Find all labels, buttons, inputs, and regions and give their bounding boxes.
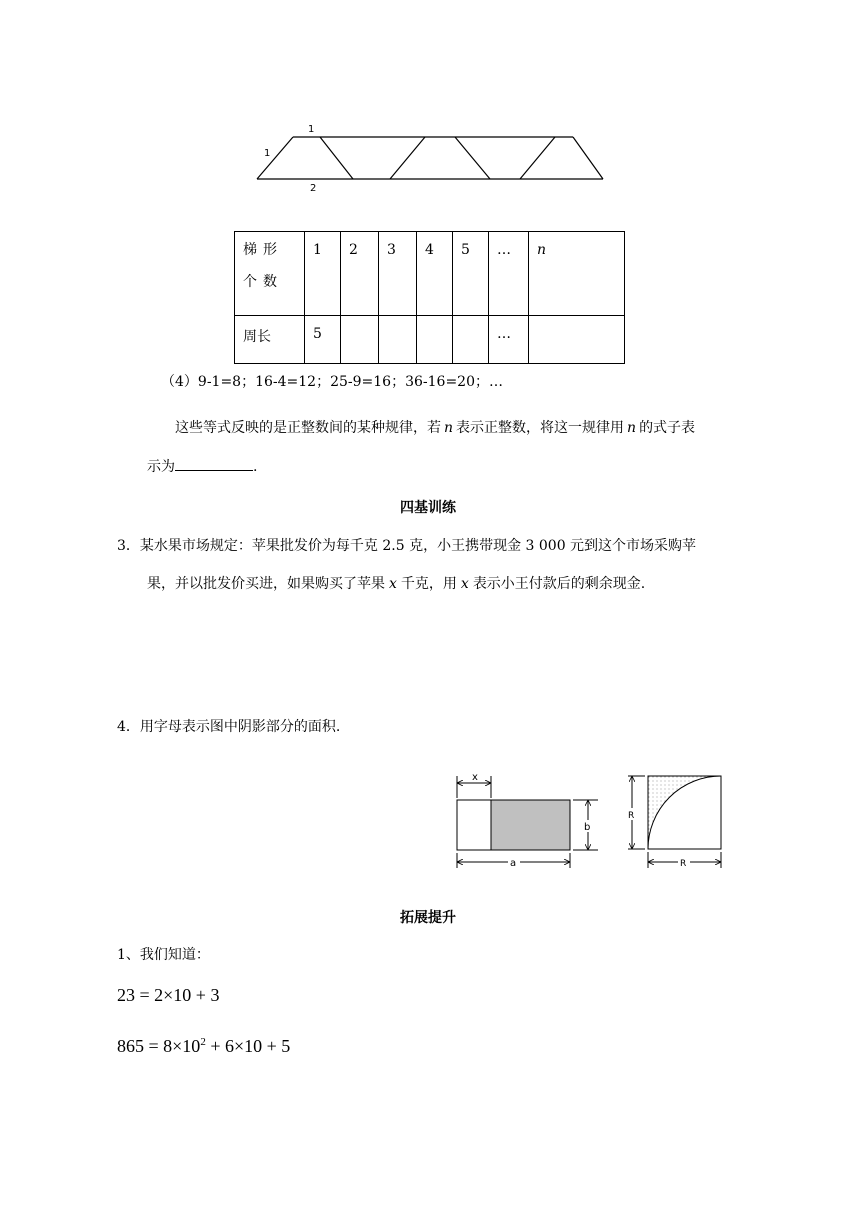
table-cell [529, 316, 625, 364]
table-cell [341, 316, 379, 364]
extension-1-intro: 1、我们知道： [117, 947, 210, 963]
table-cell [417, 316, 453, 364]
table-cell: 2 [341, 232, 379, 316]
trapezoid-side-label: 1 [264, 148, 271, 159]
table-cell [453, 316, 489, 364]
trapezoid-top-label: 1 [308, 124, 315, 135]
table-cell: 4 [417, 232, 453, 316]
answer-blank[interactable] [175, 458, 253, 471]
table-cell: n [529, 232, 625, 316]
question-3-line1: 3．某水果市场规定：苹果批发价为每千克 2.5 克，小王携带现金 3 000 元到这个市场采购苹 [117, 538, 697, 554]
table-cell: … [489, 316, 529, 364]
rect-label-x: x [472, 772, 478, 783]
quarter-label-r-side: R [628, 811, 635, 821]
quarter-label-r-bottom: R [680, 859, 687, 869]
trapezoid-bottom-label: 2 [310, 183, 317, 194]
rect-label-b: b [584, 822, 591, 833]
item4-description-line1: 这些等式反映的是正整数间的某种规律，若 n 表示正整数，将这一规律用 n 的式子表 [175, 420, 696, 436]
rect-label-a: a [510, 858, 517, 869]
question-4: 4．用字母表示图中阴影部分的面积. [117, 719, 341, 735]
equation-1: 23 = 2×10 + 3 [117, 985, 220, 1005]
equation-2: $865 = 8\times 10^2 + 6\times 10 + 5$ [117, 1036, 291, 1056]
section-title-extend: 拓展提升 [400, 910, 456, 926]
table-cell: 1 [305, 232, 341, 316]
table-cell: … [489, 232, 529, 316]
section-title-basic: 四基训练 [400, 500, 456, 516]
table-cell [379, 316, 417, 364]
table-row2-header: 周长 [235, 316, 305, 364]
table-cell: 5 [453, 232, 489, 316]
trapezoid-chain-figure [250, 118, 610, 198]
item4-equations: （4）9-1=8；16-4=12；25-9=16；36-16=20；… [161, 374, 503, 390]
quarter-circle-figure [620, 768, 730, 878]
table-cell: 5 [305, 316, 341, 364]
table-cell: 3 [379, 232, 417, 316]
pattern-table [234, 231, 625, 364]
rectangle-shaded-figure [450, 768, 610, 878]
question-3-line2: 果，并以批发价买进，如果购买了苹果 x 千克，用 x 表示小王付款后的剩余现金. [147, 576, 646, 592]
table-row1-header: 梯形个数 [235, 232, 305, 316]
item4-description-line2: 示为 . [147, 459, 258, 475]
